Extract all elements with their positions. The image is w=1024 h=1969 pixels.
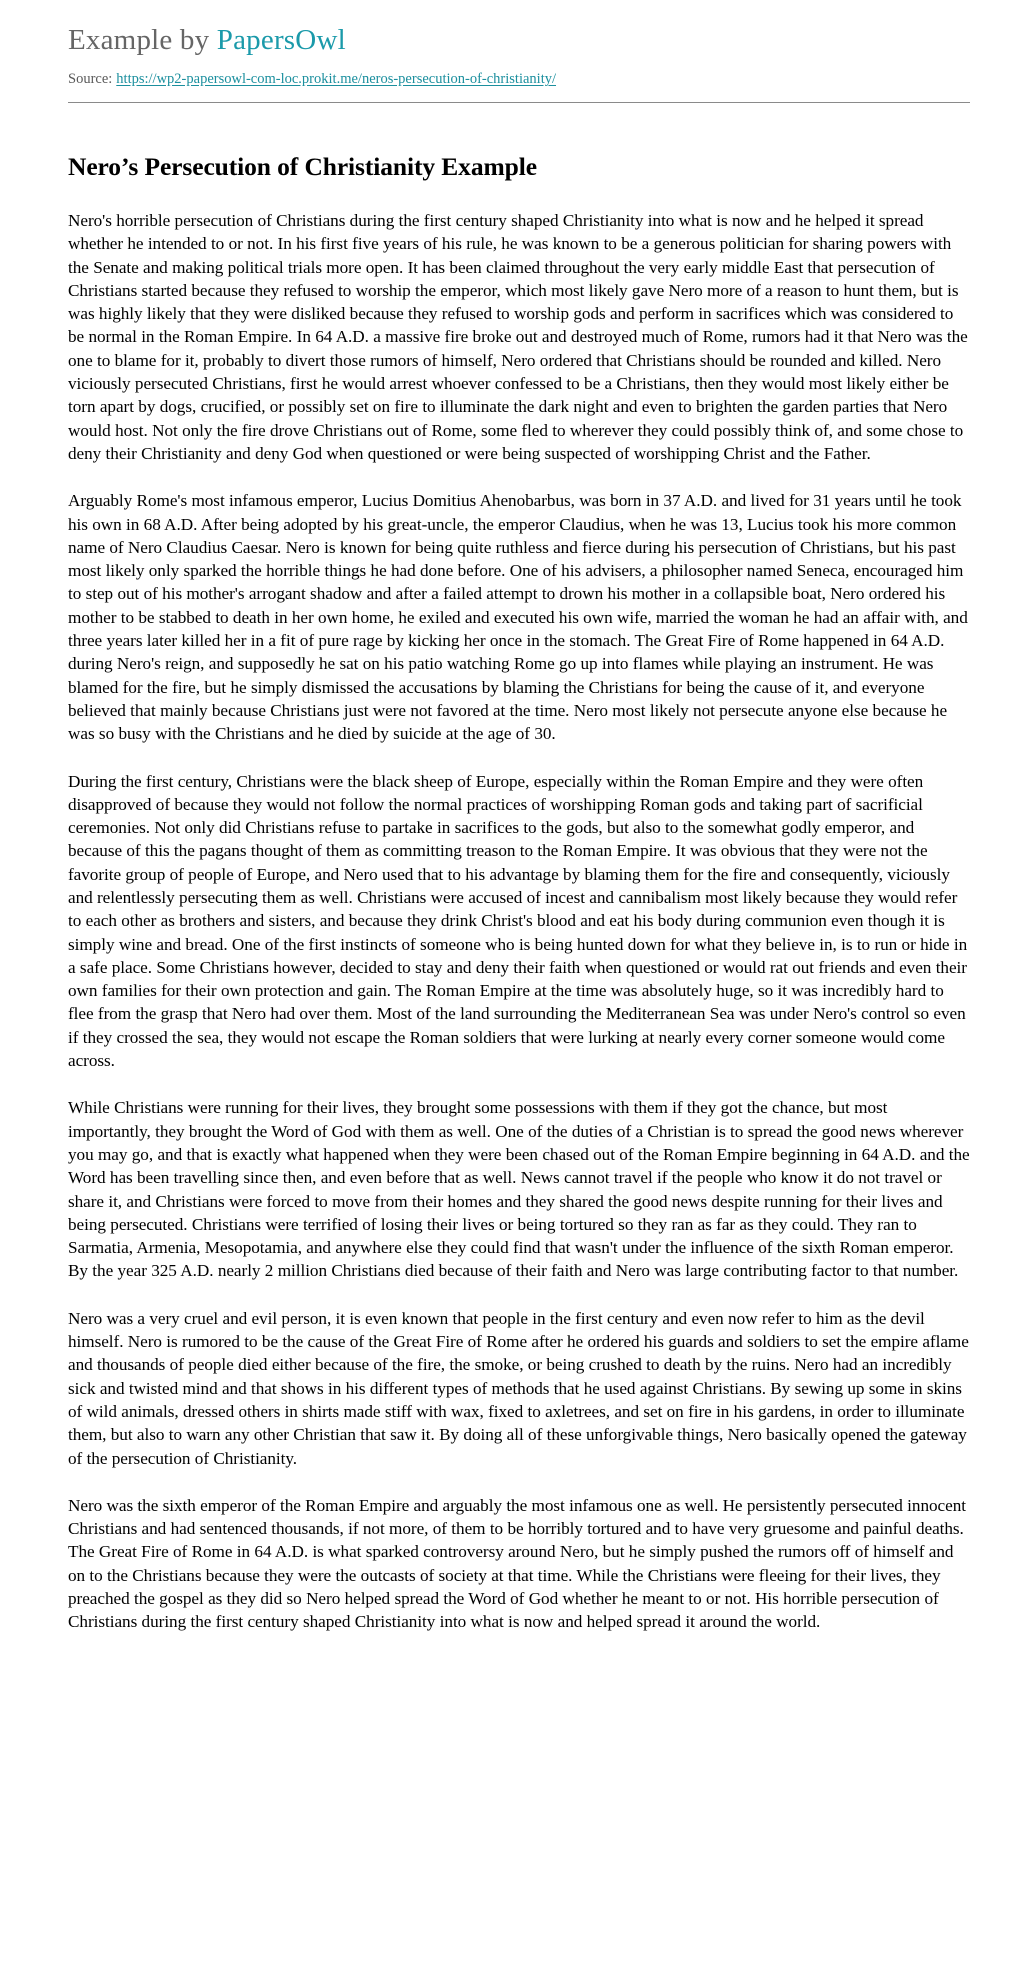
source-url-link[interactable]: https://wp2-papersowl-com-loc.prokit.me/neros-persecution-of-christianity/	[116, 71, 557, 88]
source-line	[68, 70, 970, 89]
article-paragraph: During the first century, Christians were the black sheep of Europe, especially within the Roman Empire and they were often disapproved of because they would not follow the normal practices of worshipping Roman gods and taking part of sacrificial ceremonies. Not only did Christians refuse to partake in sacrifices to the gods, but also to the somewhat godly emperor, and because of this the pagans thought of them as committing treason to the Roman Empire. It was obvious that they were not the favorite group of people of Europe, and Nero used that to his advantage by blaming them for the fire and consequently, viciously and relentlessly persecuting them as well. Christians were accused of incest and cannibalism most likely because they would refer to each other as brothers and sisters, and because they drink Christ's blood and eat his body during communion even though it is simply wine and bread. One of the first instincts of someone who is being hunted down for what they believe in, is to run or hide in a safe place. Some Christians however, decided to stay and deny their faith when questioned or would rat out friends and even their own families for their own protection and gain. The Roman Empire at the time was absolutely huge, so it was incredibly hard to flee from the grasp that Nero had over them. Most of the land surrounding the Mediterranean Sea was under Nero's control so even if they crossed the sea, they would not escape the Roman soldiers that were lurking at nearly every corner someone would come across.	[68, 771, 968, 1071]
article-paragraph: Nero was the sixth emperor of the Roman Empire and arguably the most infamous one as well. He persistently persecuted innocent Christians and had sentenced thousands, if not more, of them to be horribly tortured and to have very gruesome and painful deaths. The Great Fire of Rome in 64 A.D. is what sparked controversy around Nero, but he simply pushed the rumors off of himself and on to the Christians because they were the outcasts of society at that time. While the Christians were fleeing for their lives, they preached the gospel as they did so Nero helped spread the Word of God whether he meant to or not. His horrible persecution of Christians during the first century shaped Christianity into what is now and helped spread it around the world.	[68, 1495, 966, 1632]
brand-name: PapersOwl	[216, 24, 346, 56]
brand-header	[68, 22, 970, 58]
article-body	[68, 209, 970, 1634]
page-title: Nero’s Persecution of Christianity Example	[68, 152, 537, 182]
article-paragraph: Nero was a very cruel and evil person, it is even known that people in the first century and even now refer to him as the devil himself. Nero is rumored to be the cause of the Great Fire of Rome after he ordered his guards and soldiers to set the empire aflame and thousands of people died either because of the fire, the smoke, or being crushed to death by the ruins. Nero had an incredibly sick and twisted mind and that shows in his different types of methods that he used against Christians. By sewing up some in skins of wild animals, dressed others in shirts made stiff with wax, fixed to axletrees, and set on fire in his gardens, in order to illuminate them, but also to warn any other Christian that saw it. By doing all of these unforgivable things, Nero basically opened the gateway of the persecution of Christianity.	[68, 1308, 969, 1468]
brand-prefix: Example by	[68, 24, 217, 56]
article-paragraph: Arguably Rome's most infamous emperor, Lucius Domitius Ahenobarbus, was born in 37 A.D. and lived for 31 years until he took his own in 68 A.D. After being adopted by his great-uncle, the emperor Claudius, when he was 13, Lucius took his more common name of Nero Claudius Caesar. Nero is known for being quite ruthless and fierce during his persecution of Christians, but his past most likely only sparked the horrible things he had done before. One of his advisers, a philosopher named Seneca, encouraged him to step out of his mother's arrogant shadow and after a failed attempt to drown his mother in a collapsible boat, Nero ordered his mother to be stabbed to death in her own home, he exiled and executed his own wife, married the woman he had an affair with, and three years later killed her in a fit of pure rage by kicking her once in the stomach. The Great Fire of Rome happened in 64 A.D. during Nero's reign, and supposedly he sat on his patio watching Rome go up into flames while playing an instrument. He was blamed for the fire, but he simply dismissed the accusations by blaming the Christians for being the cause of it, and everyone believed that mainly because Christians just were not favored at the time. Nero most likely not persecute anyone else because he was so busy with the Christians and he died by suicide at the age of 30.	[68, 491, 968, 744]
article-paragraph: Nero's horrible persecution of Christians during the first century shaped Christianity into what is now and he helped it spread whether he intended to or not. In his first five years of his rule, he was known to be a generous politician for sharing powers with the Senate and making political trials more open. It has been claimed throughout the very early middle East that persecution of Christians started because they refused to worship the emperor, which most likely gave Nero more of a reason to hunt them, but is was highly likely that they were disliked because they refused to worship gods and perform in sacrifices which was considered to be normal in the Roman Empire. In 64 A.D. a massive fire broke out and destroyed much of Rome, rumors had it that Nero was the one to blame for it, probably to divert those rumors of himself, Nero ordered that Christians should be rounded and killed. Nero viciously persecuted Christians, first he would arrest whoever confessed to be a Christians, then they would most likely either be torn apart by dogs, crucified, or possibly set on fire to illuminate the dark night and even to brighten the garden parties that Nero would host. Not only the fire drove Christians out of Rome, some fled to wherever they could possibly think of, and some chose to deny their Christianity and deny God when questioned or were being suspected of worshipping Christ and the Father.	[68, 210, 968, 463]
header-divider	[68, 102, 970, 103]
article-paragraph: While Christians were running for their lives, they brought some possessions with them if they got the chance, but most importantly, they brought the Word of God with them as well. One of the duties of a Christian is to spread the good news wherever you may go, and that is exactly what happened when they were been chased out of the Roman Empire beginning in 64 A.D. and the Word has been travelling since then, and even before that as well. News cannot travel if the people who know it do not travel or share it, and Christians were forced to move from their homes and they shared the good news despite running for their lives and being persecuted. Christians were terrified of losing their lives or being tortured so they ran as far as they could. They ran to Sarmatia, Armenia, Mesopotamia, and anywhere else they could find that wasn't under the influence of the sixth Roman emperor. By the year 325 A.D. nearly 2 million Christians died because of their faith and Nero was large contributing factor to that number.	[68, 1098, 970, 1281]
source-label: Source:	[68, 71, 113, 88]
